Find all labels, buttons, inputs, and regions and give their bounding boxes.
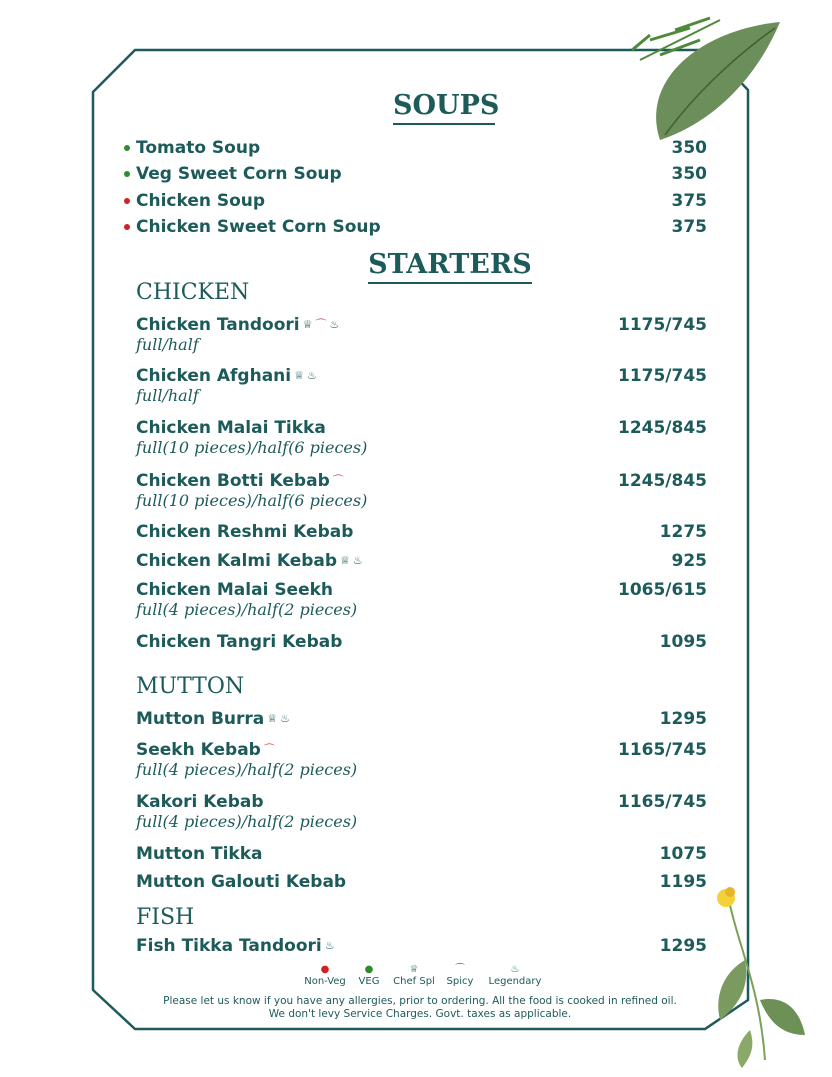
menu-item-label: Mutton Tikka (136, 844, 263, 864)
menu-item-name (136, 551, 363, 571)
legendary-icon: ♨ (324, 939, 335, 952)
menu-item-name (136, 366, 317, 386)
menu-item (136, 471, 707, 511)
menu-item-price: 1245/845 (617, 418, 707, 438)
menu-item-name (136, 217, 381, 237)
soups-heading: SOUPS (393, 92, 495, 125)
menu-item (136, 792, 707, 832)
menu-item-name (136, 936, 335, 956)
menu-item-portion-note: full/half (136, 335, 199, 354)
flower-decoration-bottom (717, 887, 805, 1068)
chef-icon: ♕ (267, 712, 278, 725)
legend-veg (354, 964, 384, 988)
menu-item-portion-note: full(10 pieces)/half(6 pieces) (136, 438, 368, 457)
menu-item-price: 1075 (659, 844, 707, 864)
menu-item-label: Seekh Kebab (136, 740, 261, 760)
menu-item-price: 1275 (659, 522, 707, 542)
menu-item-name (136, 709, 290, 729)
menu-item-label: Chicken Malai Tikka (136, 418, 326, 438)
menu-item-label: Chicken Tandoori (136, 315, 300, 335)
legend-nonveg (300, 964, 350, 988)
menu-item-price: 375 (671, 217, 707, 237)
nonveg-dot-icon: ● (320, 964, 330, 975)
menu-item (136, 580, 707, 620)
menu-item-price: 350 (671, 164, 707, 184)
menu-item (136, 872, 707, 894)
veg-dot-icon (124, 171, 130, 177)
menu-item (136, 315, 707, 355)
menu-item-price: 1175/745 (617, 366, 707, 386)
menu-item-label: Chicken Tangri Kebab (136, 632, 343, 652)
menu-item-label: Chicken Kalmi Kebab (136, 551, 338, 571)
chef-icon: ♕ (302, 318, 313, 331)
legend-chef-label: Chef Spl (393, 976, 435, 987)
menu-item-name (136, 844, 262, 864)
veg-dot-icon (124, 145, 130, 151)
menu-item (136, 138, 707, 160)
menu-item-price: 925 (671, 551, 707, 571)
footer-allergy-note: Please let us know if you have any allergies, prior to ordering. All the food is cooked in refined oil. (163, 995, 677, 1007)
starters-heading: STARTERS (368, 251, 532, 284)
menu-item-label: Chicken Sweet Corn Soup (136, 217, 381, 237)
menu-item-price: 1295 (659, 709, 707, 729)
spicy-icon: ⌒ (315, 318, 327, 331)
menu-item-name (136, 740, 275, 760)
legendary-icon: ♨ (306, 369, 317, 382)
nonveg-dot-icon (124, 198, 130, 204)
menu-item-label: Kakori Kebab (136, 792, 264, 812)
leaf-decoration-top (632, 18, 780, 140)
menu-item-name (136, 138, 260, 158)
fish-subheading: FISH (136, 905, 195, 930)
legend (300, 964, 550, 994)
legend-spicy-label: Spicy (446, 976, 474, 987)
menu-item-label: Mutton Galouti Kebab (136, 872, 347, 892)
spicy-icon: ⌒ (332, 474, 344, 487)
menu-item-price: 1175/745 (617, 315, 707, 335)
menu-item (136, 522, 707, 544)
menu-item-name (136, 792, 264, 812)
menu-item-name (136, 580, 333, 600)
menu-item-name (136, 471, 344, 491)
menu-item-price: 375 (671, 191, 707, 211)
menu-item-price: 1095 (659, 632, 707, 652)
menu-item-portion-note: full/half (136, 386, 199, 405)
mutton-subheading: MUTTON (136, 674, 245, 699)
menu-item-portion-note: full(4 pieces)/half(2 pieces) (136, 600, 358, 619)
legend-legendary-label: Legendary (488, 976, 542, 987)
menu-item-label: Veg Sweet Corn Soup (136, 164, 342, 184)
legend-veg-label: VEG (358, 976, 380, 987)
chicken-subheading: CHICKEN (136, 280, 250, 305)
menu-item-price: 1295 (659, 936, 707, 956)
menu-item-price: 350 (671, 138, 707, 158)
menu-item-label: Tomato Soup (136, 138, 261, 158)
nonveg-dot-icon (124, 224, 130, 230)
chef-icon: ♕ (409, 964, 419, 975)
menu-item (136, 936, 707, 958)
menu-item-name (136, 164, 342, 184)
menu-item (136, 164, 707, 186)
menu-item-label: Chicken Botti Kebab (136, 471, 330, 491)
spicy-icon: ⌒ (455, 964, 465, 975)
menu-item-label: Chicken Soup (136, 191, 266, 211)
menu-item-price: 1195 (659, 872, 707, 892)
menu-item-name (136, 191, 265, 211)
menu-item-price: 1065/615 (617, 580, 707, 600)
legendary-icon: ♨ (280, 712, 291, 725)
menu-item-label: Chicken Reshmi Kebab (136, 522, 354, 542)
legendary-icon: ♨ (329, 318, 340, 331)
menu-item-price: 1165/745 (617, 740, 707, 760)
veg-dot-icon: ● (364, 964, 374, 975)
menu-item (136, 418, 707, 458)
menu-item (136, 551, 707, 573)
legendary-icon: ♨ (510, 964, 520, 975)
menu-item-label: Chicken Afghani (136, 366, 292, 386)
menu-item-portion-note: full(10 pieces)/half(6 pieces) (136, 491, 368, 510)
menu-item (136, 632, 707, 654)
menu-item-name (136, 872, 346, 892)
legendary-icon: ♨ (352, 554, 363, 567)
menu-item-price: 1245/845 (617, 471, 707, 491)
legend-legendary (484, 964, 546, 988)
menu-item-price: 1165/745 (617, 792, 707, 812)
menu-item-name (136, 632, 342, 652)
menu-item-portion-note: full(4 pieces)/half(2 pieces) (136, 760, 358, 779)
menu-item-label: Fish Tikka Tandoori (136, 936, 322, 956)
menu-item (136, 191, 707, 213)
menu-item (136, 740, 707, 780)
menu-item-name (136, 522, 353, 542)
chef-icon: ♕ (294, 369, 304, 382)
menu-item (136, 709, 707, 731)
menu-item-portion-note: full(4 pieces)/half(2 pieces) (136, 812, 358, 831)
legend-nonveg-label: Non-Veg (304, 976, 346, 987)
menu-item-name (136, 418, 326, 438)
legend-spicy (442, 964, 478, 988)
spicy-icon: ⌒ (263, 743, 275, 756)
menu-item (136, 366, 707, 406)
menu-item-name (136, 315, 339, 335)
menu-item-label: Chicken Malai Seekh (136, 580, 334, 600)
chef-icon: ♕ (340, 554, 350, 567)
menu-item (136, 844, 707, 866)
legend-chef (390, 964, 438, 988)
menu-item-label: Mutton Burra (136, 709, 265, 729)
footer-tax-note: We don't levy Service Charges. Govt. taxes as applicable. (268, 1008, 572, 1020)
menu-item (136, 217, 707, 239)
